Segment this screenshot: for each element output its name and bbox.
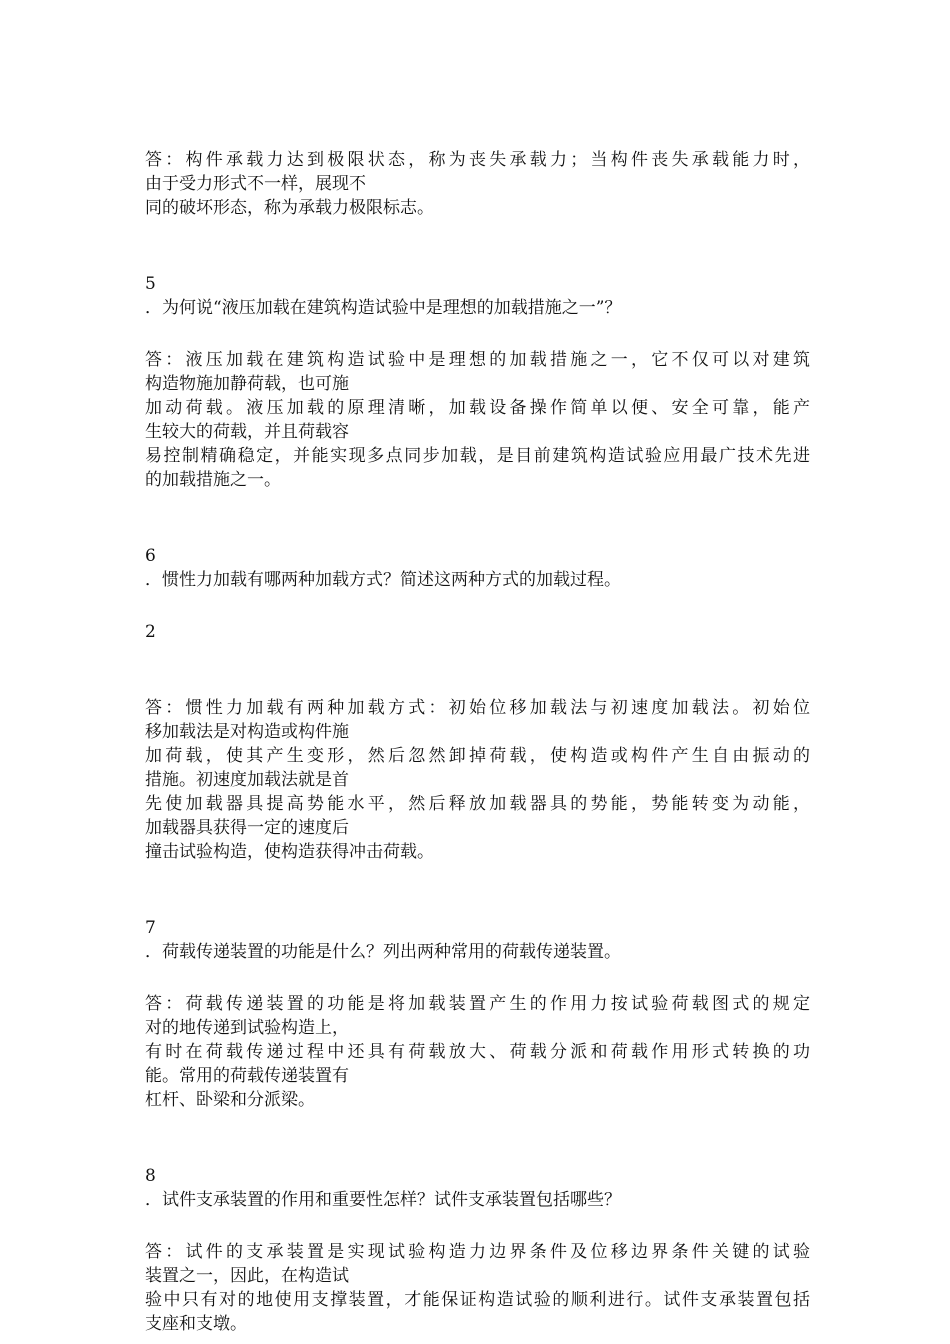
question-text: ．试件支承装置的作用和重要性怎样？试件支承装置包括哪些？ [145,1190,621,1210]
question-5 [145,272,810,320]
text-line: 杠杆、卧梁和分派梁。 [145,1090,315,1110]
text-line: 同的破坏形态，称为承载力极限标志。 [145,198,434,218]
text-line: 验中只有对的地使用支撑装置，才能保证构造试验的顺利进行。试件支承装置包括 [145,1290,810,1310]
answer-7-paragraph [145,992,810,1112]
question-number: 6 [145,546,156,566]
text-line: 易控制精确稳定，并能实现多点同步加载，是目前建筑构造试验应用最广技术先进 [145,446,810,466]
answer-4-paragraph [145,148,810,220]
text-line: 由于受力形式不一样，展现不 [145,174,366,194]
question-number: 5 [145,274,156,294]
question-number: 7 [145,918,156,938]
text-line: 答：构件承载力达到极限状态，称为丧失承载力；当构件丧失承载能力时， [145,150,810,170]
text-line: 的加载措施之一。 [145,470,281,490]
question-text: ．为何说“液压加载在建筑构造试验中是理想的加载措施之一”？ [145,298,622,318]
question-8 [145,1164,810,1212]
text-line: 加载器具获得一定的速度后 [145,818,349,838]
question-number: 8 [145,1166,156,1186]
text-line: 能。常用的荷载传递装置有 [145,1066,349,1086]
text-line: 措施。初速度加载法就是首 [145,770,349,790]
text-line: 答：惯性力加载有两种加载方式：初始位移加载法与初速度加载法。初始位 [145,698,810,718]
page-number-text: 2 [145,622,156,642]
question-text: ．惯性力加载有哪两种加载方式？简述这两种方式的加载过程。 [145,570,621,590]
text-line: 对的地传递到试验构造上， [145,1018,349,1038]
answer-5-paragraph [145,348,810,492]
text-line: 移加载法是对构造或构件施 [145,722,349,742]
question-6 [145,544,810,592]
text-line: 加动荷载。液压加载的原理清晰，加载设备操作简单以便、安全可靠，能产 [145,398,810,418]
text-line: 装置之一，因此，在构造试 [145,1266,349,1286]
text-line: 答：试件的支承装置是实现试验构造力边界条件及位移边界条件关键的试验 [145,1242,810,1262]
text-line: 答：荷载传递装置的功能是将加载装置产生的作用力按试验荷载图式的规定 [145,994,810,1014]
text-line: 构造物施加静荷载，也可施 [145,374,349,394]
question-text: ．荷载传递装置的功能是什么？列出两种常用的荷载传递装置。 [145,942,621,962]
document-page [145,148,810,1336]
text-line: 生较大的荷载，并且荷载容 [145,422,349,442]
question-7 [145,916,810,964]
page-number [145,620,810,644]
answer-6-paragraph [145,696,810,864]
text-line: 答：液压加载在建筑构造试验中是理想的加载措施之一，它不仅可以对建筑 [145,350,810,370]
answer-8-paragraph [145,1240,810,1336]
text-line: 先使加载器具提高势能水平，然后释放加载器具的势能，势能转变为动能， [145,794,810,814]
text-line: 支座和支墩。 [145,1314,247,1334]
text-line: 撞击试验构造，使构造获得冲击荷载。 [145,842,434,862]
text-line: 有时在荷载传递过程中还具有荷载放大、荷载分派和荷载作用形式转换的功 [145,1042,810,1062]
text-line: 加荷载，使其产生变形，然后忽然卸掉荷载，使构造或构件产生自由振动的 [145,746,810,766]
